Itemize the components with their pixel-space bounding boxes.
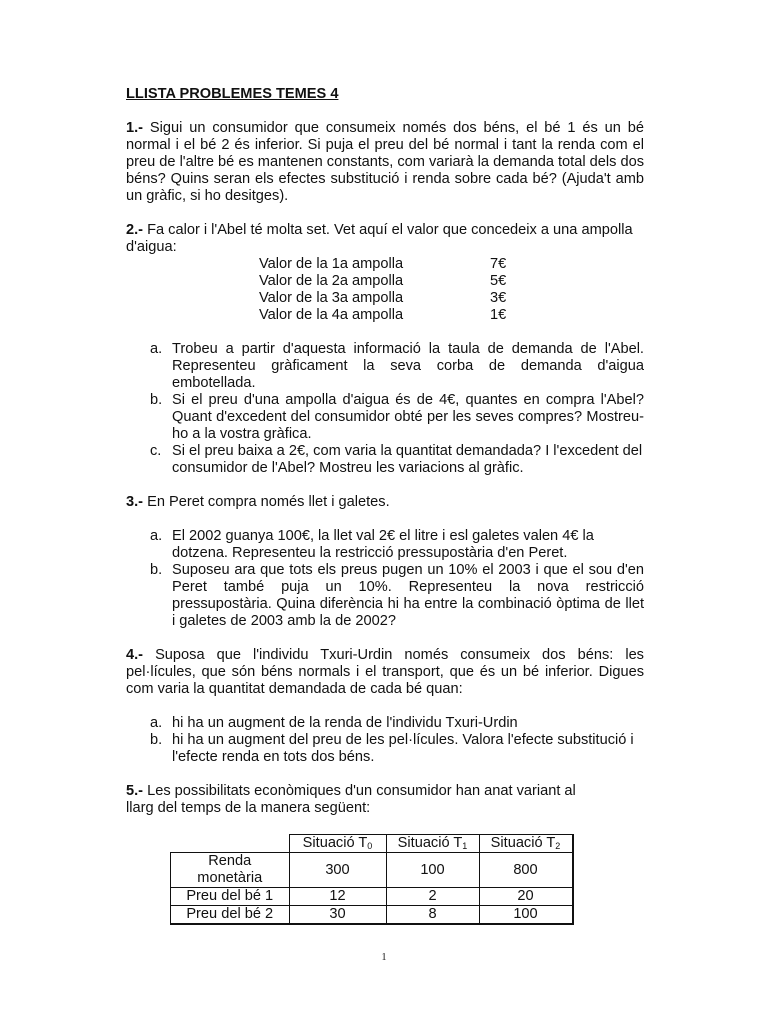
- bottle-value: 3€: [490, 290, 507, 306]
- bottle-label: Valor de la 2a ampolla: [259, 273, 404, 289]
- table-header-row: [171, 835, 573, 853]
- list-item: [126, 443, 644, 477]
- problem-3-text: En Peret compra només llet i galetes.: [147, 494, 390, 510]
- table-cell: 8: [386, 906, 479, 925]
- list-item-text: Suposeu ara que tots els preus pugen un 10% el 2003 i que el sou d'en Peret també puja un 10%. Representeu la nova restricció pressupostària. Quina diferència hi ha entre la combinació òptima de llet i galetes de 2003 amb la de 2002?: [172, 562, 644, 629]
- bottle-value-table: [259, 256, 520, 324]
- table-row-label: Preu del bé 1: [171, 888, 290, 906]
- list-item: [126, 528, 644, 562]
- list-item: [126, 341, 644, 392]
- problem-2: [126, 222, 644, 256]
- document-page: [126, 86, 644, 925]
- table-corner: [171, 835, 290, 853]
- problem-2-subitems: [126, 341, 644, 477]
- bottle-value-row: [259, 256, 520, 273]
- page-title: LLISTA PROBLEMES TEMES 4: [126, 86, 339, 102]
- problem-3-number: 3.-: [126, 494, 144, 510]
- list-marker: b.: [150, 392, 163, 408]
- problem-5: [126, 783, 644, 817]
- list-item: [126, 562, 644, 630]
- problem-2-number: 2.-: [126, 222, 144, 238]
- table-cell: 30: [289, 906, 386, 925]
- bottle-label: Valor de la 1a ampolla: [259, 256, 404, 272]
- table-header: Situació $T_0$: [289, 835, 386, 853]
- bottle-value: 1€: [490, 307, 507, 323]
- table-cell: 300: [289, 853, 386, 888]
- list-marker: b.: [150, 562, 163, 578]
- table-cell: 20: [479, 888, 573, 906]
- list-marker: a.: [150, 715, 163, 731]
- problem-3-subitems: [126, 528, 644, 630]
- problem-5-number: 5.-: [126, 783, 144, 799]
- bottle-value-row: [259, 307, 520, 324]
- bottle-value-row: [259, 273, 520, 290]
- situations-table: [170, 834, 574, 925]
- list-item: [126, 392, 644, 443]
- problem-2-text: Fa calor i l'Abel té molta set. Vet aquí el valor que concedeix a una ampolla d'aigua:: [126, 222, 633, 255]
- table-row: [171, 888, 573, 906]
- problem-4: [126, 647, 644, 698]
- problem-4-number: 4.-: [126, 647, 144, 663]
- list-marker: b.: [150, 732, 163, 748]
- bottle-value-row: [259, 290, 520, 307]
- list-marker: a.: [150, 341, 163, 357]
- list-item: [126, 715, 644, 732]
- table-row-label: Renda monetària: [171, 853, 290, 888]
- table-row-label: Preu del bé 2: [171, 906, 290, 925]
- table-row: [171, 906, 573, 925]
- list-item: [126, 732, 644, 766]
- problem-3: [126, 494, 644, 511]
- problem-1: [126, 120, 644, 205]
- bottle-value: 5€: [490, 273, 507, 289]
- page-number: 1: [381, 952, 387, 963]
- list-item-text: El 2002 guanya 100€, la llet val 2€ el litre i esl galetes valen 4€ la dotzena. Representeu la restricció pressupostària d'en Peret.: [172, 528, 594, 561]
- problem-5-text: Les possibilitats econòmiques d'un consumidor han anat variant al llarg del temps de la manera següent:: [126, 783, 576, 816]
- bottle-value: 7€: [490, 256, 507, 272]
- problem-1-text: Sigui un consumidor que consumeix només dos béns, el bé 1 és un bé normal i el bé 2 és inferior. Si puja el preu del bé normal i tant la renda com el preu de l'altre bé es mantenen constants, com variarà la demanda total dels dos béns? Quins seran els efectes substitució i renda sobre cada bé? (Ajuda't amb un gràfic, si ho desitges).: [126, 120, 644, 204]
- table-row: [171, 853, 573, 888]
- list-marker: a.: [150, 528, 163, 544]
- table-cell: 12: [289, 888, 386, 906]
- list-item-text: Si el preu baixa a 2€, com varia la quantitat demandada? I l'excedent del consumidor de l'Abel? Mostreu les variacions al gràfic.: [172, 443, 643, 476]
- table-cell: 100: [479, 906, 573, 925]
- bottle-label: Valor de la 4a ampolla: [259, 307, 404, 323]
- table-cell: 2: [386, 888, 479, 906]
- list-item-text: Trobeu a partir d'aquesta informació la taula de demanda de l'Abel. Representeu gràficament la seva corba de demanda d'aigua embotellada.: [172, 341, 644, 391]
- bottle-label: Valor de la 3a ampolla: [259, 290, 404, 306]
- table-cell: 800: [479, 853, 573, 888]
- table-cell: 100: [386, 853, 479, 888]
- problem-4-text: Suposa que l'individu Txuri-Urdin només consumeix dos béns: les pel·lícules, que són béns normals i el transport, que és un bé inferior. Digues com varia la quantitat demandada de cada bé quan:: [126, 647, 644, 697]
- table-header: Situació $T_2$: [479, 835, 573, 853]
- list-item-text: Si el preu d'una ampolla d'aigua és de 4€, quantes en compra l'Abel? Quant d'excedent del consumidor obté per les seves compres? Mostreu-ho a la vostra gràfica.: [172, 392, 644, 442]
- list-marker: c.: [150, 443, 162, 459]
- list-item-text: hi ha un augment del preu de les pel·lícules. Valora l'efecte substitució i l'efecte renda en tots dos béns.: [172, 732, 634, 765]
- problem-1-number: 1.-: [126, 120, 144, 136]
- problem-4-subitems: [126, 715, 644, 766]
- table-header: Situació $T_1$: [386, 835, 479, 853]
- list-item-text: hi ha un augment de la renda de l'individu Txuri-Urdin: [172, 715, 518, 731]
